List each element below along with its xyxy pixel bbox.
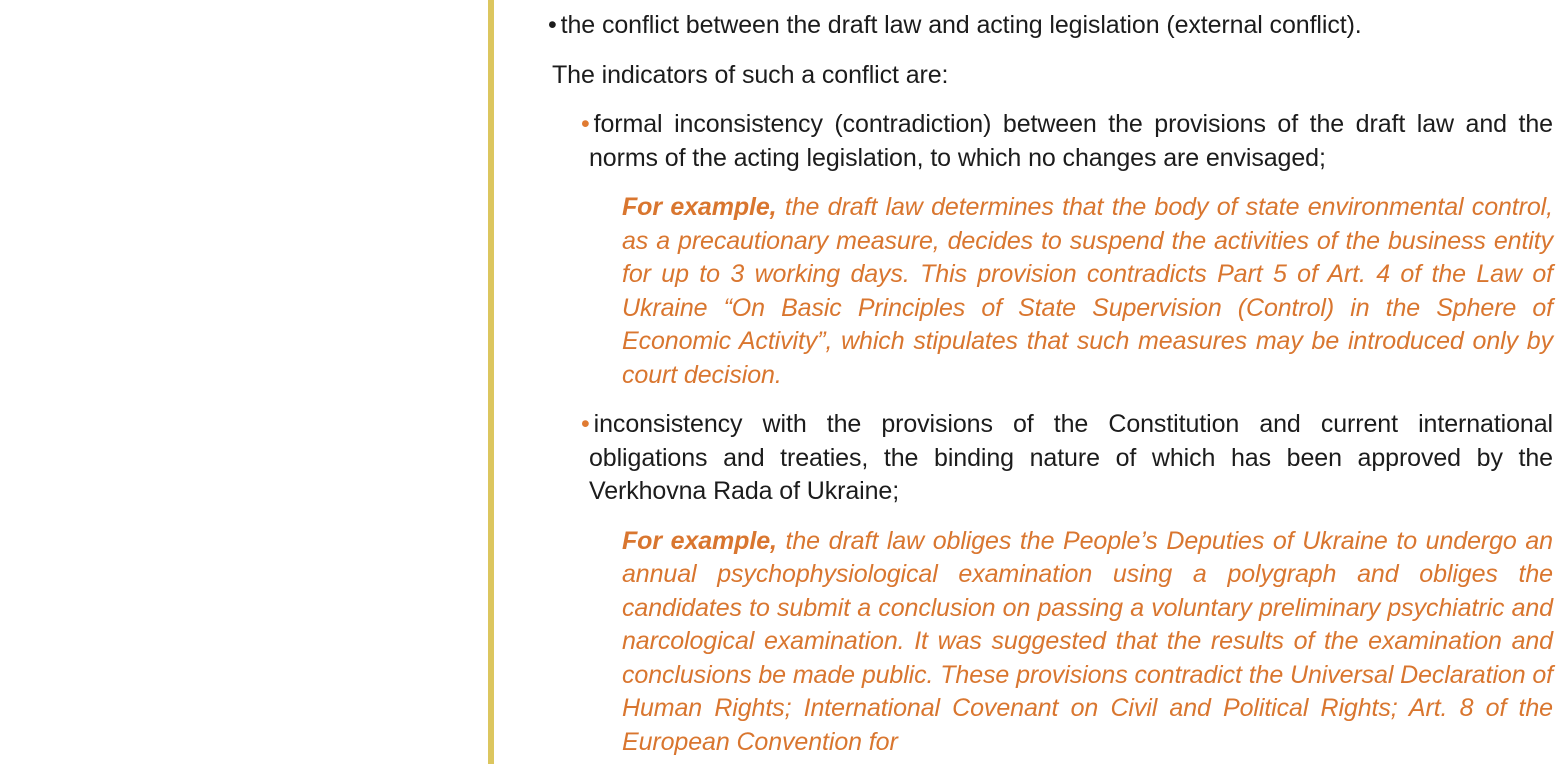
example-text: the draft law determines that the body of state environmental control, as a precautionary measure, decides to suspend the activities of the business entity for up to 3 working days. This provision contradicts Part 5 of Art. 4 of the Law of Ukraine “On Basic Principles of State Supervision (Control) in the Sphere of Economic Activity”, which stipulates that such measures may be introduced only by court decision. <box>622 193 1553 389</box>
external-conflict-item <box>548 9 1553 43</box>
bullet-icon: • <box>581 410 590 438</box>
vertical-rule <box>488 0 494 764</box>
example-text: the draft law obliges the People’s Deputies of Ukraine to undergo an annual psychophysiological examination using a polygraph and obliges the candidates to submit a conclusion on passing a voluntary preliminary psychiatric and narcological examination. It was suggested that the results of the examination and conclusions be made public. These provisions contradict the Universal Declaration of Human Rights; International Covenant on Civil and Political Rights; Art. 8 of the European Convention for <box>622 526 1553 756</box>
external-conflict-text: the conflict between the draft law and acting legislation (external conflict). <box>560 11 1362 39</box>
indicator-text: inconsistency with the provisions of the Constitution and current international obligations and treaties, the binding nature of which has been approved by the Verkhovna Rada of Ukraine; <box>589 410 1553 505</box>
example-lead: For example, <box>622 526 777 555</box>
example-lead: For example, <box>622 193 777 221</box>
document-body <box>548 9 1553 764</box>
indicator-item <box>581 408 1553 509</box>
example-block <box>622 525 1553 760</box>
left-margin <box>0 0 488 764</box>
indicator-text: formal inconsistency (contradiction) between the provisions of the draft law and the norms of the acting legislation, to which no changes are envisaged; <box>589 110 1553 172</box>
bullet-icon: • <box>548 11 557 39</box>
indicators-intro: The indicators of such a conflict are: <box>552 60 949 89</box>
indicator-item <box>581 108 1553 175</box>
bullet-icon: • <box>581 110 590 138</box>
example-block <box>622 191 1553 392</box>
